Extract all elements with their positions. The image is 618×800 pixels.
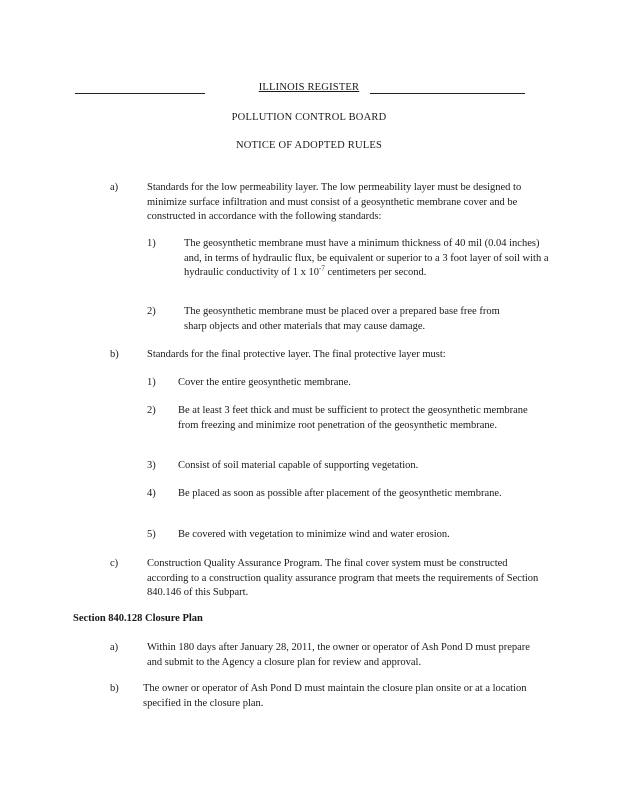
item-b4-text: Be placed as soon as possible after placement of the geosynthetic membrane.	[178, 488, 502, 499]
board-title: POLLUTION CONTROL BOARD	[231, 112, 387, 123]
section-item-b-label: b)	[110, 683, 119, 694]
item-b2-label: 2)	[147, 405, 156, 416]
item-b4-label: 4)	[147, 488, 156, 499]
section-title: Section 840.128 Closure Plan	[73, 613, 203, 624]
section-item-a-label: a)	[110, 642, 119, 653]
item-a2-label: 2)	[147, 306, 156, 317]
item-a1-text-post: centimeters per second.	[324, 267, 427, 278]
item-b-text: Standards for the final protective layer. The final protective layer must:	[147, 349, 446, 360]
item-c-label: c)	[110, 558, 119, 569]
item-a1-exponent: -7	[319, 264, 325, 273]
notice-title: NOTICE OF ADOPTED RULES	[235, 140, 383, 151]
item-b-label: b)	[110, 349, 119, 360]
item-b3-label: 3)	[147, 460, 156, 471]
section-item-a-text: Within 180 days after January 28, 2011, the owner or operator of Ash Pond D must prepare and submit to the Agency a closure plan for review and approval.	[147, 642, 530, 668]
item-a-label: a)	[110, 182, 119, 193]
item-b3-text: Consist of soil material capable of supporting vegetation.	[178, 460, 419, 471]
item-b1-label: 1)	[147, 377, 156, 388]
item-a1-text-pre: The geosynthetic membrane must have a minimum thickness of 40 mil (0.04 inches) and, in terms of hydraulic flux, be equivalent or superior to a 3 foot layer of soil with a hydraulic conductivity of 1 x 10	[184, 238, 549, 278]
item-a1-text	[184, 237, 549, 281]
item-b1-text: Cover the entire geosynthetic membrane.	[178, 377, 351, 388]
item-b5-text: Be covered with vegetation to minimize wind and water erosion.	[178, 529, 450, 540]
item-b2-text: Be at least 3 feet thick and must be sufficient to protect the geosynthetic membrane from freezing and minimize root penetration of the geosynthetic membrane.	[178, 405, 528, 431]
section-item-b-text: The owner or operator of Ash Pond D must maintain the closure plan onsite or at a location specified in the closure plan.	[143, 683, 527, 709]
register-title: ILLINOIS REGISTER	[258, 82, 360, 93]
item-a-text: Standards for the low permeability layer. The low permeability layer must be designed to minimize surface infiltration and must consist of a geosynthetic membrane cover and be constructed in accordance with the following standards:	[147, 182, 522, 222]
item-a1-label: 1)	[147, 238, 156, 249]
item-c-text: Construction Quality Assurance Program. The final cover system must be constructed according to a construction quality assurance program that meets the requirements of Section 840.146 of this Subpart.	[147, 558, 539, 598]
item-b5-label: 5)	[147, 529, 156, 540]
item-a2-text: The geosynthetic membrane must be placed over a prepared base free from sharp objects and other materials that may cause damage.	[184, 306, 500, 332]
